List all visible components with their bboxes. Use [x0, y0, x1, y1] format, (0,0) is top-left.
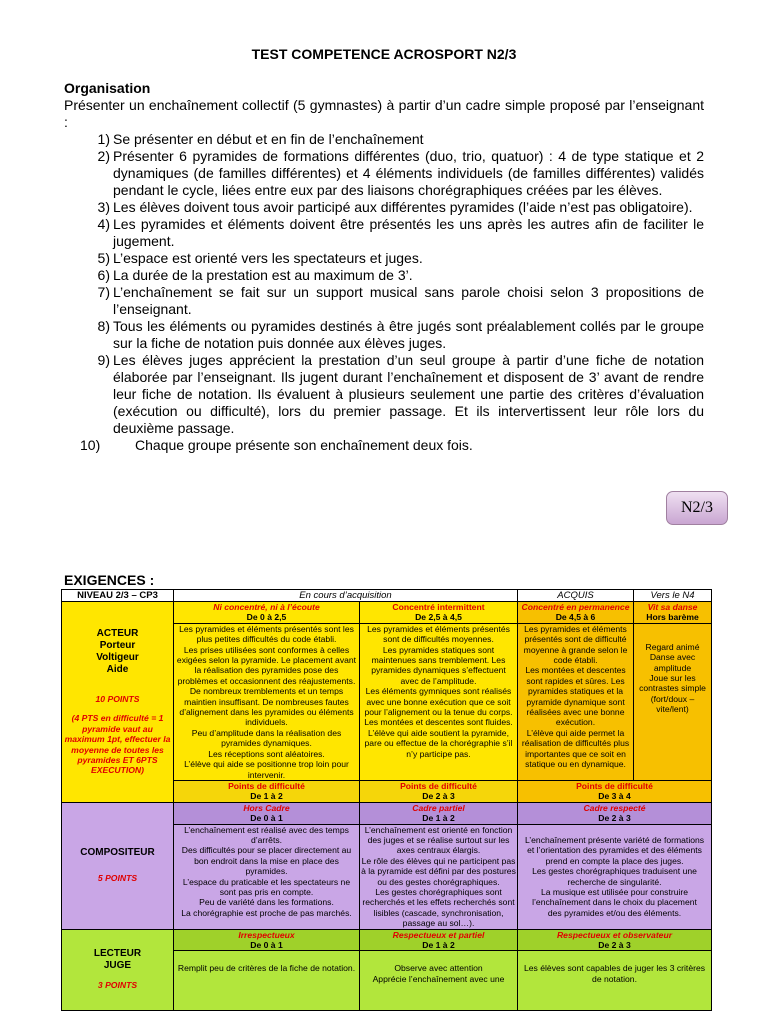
organisation-item-text: L’espace est orienté vers les spectateurs et juges.: [113, 250, 423, 266]
compositeur-level-1: Hors Cadre De 0 à 1: [174, 802, 360, 824]
organisation-item-number: 9): [97, 352, 110, 368]
organisation-item: [97, 131, 704, 148]
compositeur-level-3: Cadre respecté De 2 à 3: [518, 802, 712, 824]
organisation-item: [97, 267, 704, 284]
organisation-list: [80, 131, 704, 454]
organisation-item-number: 5): [97, 250, 110, 266]
organisation-item-text: Présenter 6 pyramides de formations différentes (duo, trio, quatuor) : 4 de type statique et 2 dynamiques (de familles différentes) et 4 éléments individuels (de familles différentes) validés pendant le cycle, liées entre eux par des liaisons chorégraphiques créées par les élèves.: [113, 148, 704, 198]
role-acteur-points: 10 POINTS: [95, 693, 140, 704]
role-acteur: [62, 602, 174, 803]
table-header-row: [62, 590, 712, 602]
role-acteur-name: ACTEUR Porteur Voltigeur Aide: [96, 627, 139, 675]
role-acteur-note: (4 PTS en difficulté = 1 pyramide vaut au maximum 1pt, effectuer la moyenne de toutes les pyramides ET 6PTS EXECUTION): [64, 713, 171, 776]
role-compositeur-name: COMPOSITEUR: [80, 847, 155, 859]
acteur-level-4: Vit sa danse Hors barème: [634, 602, 712, 624]
role-compositeur-points: 5 POINTS: [97, 873, 138, 884]
organisation-item: [97, 199, 704, 216]
organisation-item-text: Les élèves doivent tous avoir participé aux différentes pyramides (l’aide n’est pas obligatoire).: [113, 199, 693, 215]
organisation-item: [97, 284, 704, 318]
organisation-section: [64, 80, 704, 454]
organisation-item-number: 7): [97, 284, 110, 300]
organisation-item-number: 10): [80, 437, 101, 453]
compositeur-text-1: L’enchaînement est réalisé avec des temps d’arrêts. Des difficultés pour se placer directement au bon endroit dans la mise en place des pyramides. L’espace du praticable et les spectateurs ne sont pas pris en compte. Peu de variété dans les formations. La chorégraphie est proche de pas marchés.: [174, 824, 360, 929]
organisation-item: [97, 148, 704, 199]
acteur-difficulty-1: Points de difficulté De 1 à 2: [174, 780, 360, 802]
organisation-item-number: 1): [97, 131, 110, 147]
document-title: TEST COMPETENCE ACROSPORT N2/3: [251, 46, 517, 62]
acteur-level-3: Concentré en permanence De 4,5 à 6: [518, 602, 634, 624]
lecteur-level-3: Respectueux et observateur De 2 à 3: [518, 929, 712, 951]
header-acquis: ACQUIS: [518, 590, 634, 602]
acteur-text-1: Les pyramides et éléments présentés sont les plus petites difficultés du code établi. Les prises utilisées sont conformes à celles exigées selon la pyramide. Le placement avant la réalisation des pyramides pose des problèmes et occasionnent des réajustements. De nombreux tremblements et un temps maintien insuffisant. De nombreuses fautes d’alignement dans les pyramides ou éléments individuels. Peu d’amplitude dans la réalisation des pyramides dynamiques. Les réceptions sont aléatoires. L’élève qui aide se positionne trop loin pour intervenir.: [174, 623, 360, 780]
organisation-item-number: 2): [97, 148, 110, 164]
organisation-intro: Présenter un enchaînement collectif (5 gymnastes) à partir d’un cadre simple proposé par l’enseignant :: [64, 97, 704, 130]
organisation-item-text: Les élèves juges apprécient la prestation d’un seul groupe à partir d’une fiche de notation élaborée par l’enseignant. Ils jugent durant l’enchaînement et disposent de 3’ avant de rendre leur fiche de notation. Ils évaluent à plusieurs seulement une partie des critères d’évaluation (exécution ou difficulté), lors du premier passage. Et ils intervertissent leur rôle lors du deuxième passage.: [113, 352, 704, 436]
organisation-item-number: 3): [97, 199, 110, 215]
lecteur-text-1: Remplit peu de critères de la fiche de notation.: [174, 951, 360, 1011]
acteur-difficulty-3: Points de difficulté De 3 à 4: [518, 780, 712, 802]
compositeur-level-row: [62, 802, 712, 824]
organisation-item-number: 4): [97, 216, 110, 232]
level-badge: N2/3: [666, 491, 728, 525]
header-niveau: NIVEAU 2/3 – CP3: [62, 590, 174, 602]
organisation-item-number: 6): [97, 267, 110, 283]
organisation-item-text: La durée de la prestation est au maximum de 3’.: [113, 267, 413, 283]
lecteur-level-1: Irrespectueux De 0 à 1: [174, 929, 360, 951]
organisation-item-text: Se présenter en début et en fin de l’enchaînement: [113, 131, 424, 147]
role-lecteur: [62, 929, 174, 1011]
organisation-item-text: Les pyramides et éléments doivent être présentés les uns après les autres afin de faciliter le jugement.: [113, 216, 704, 249]
organisation-item-text: Tous les éléments ou pyramides destinés à être jugés sont préalablement collés par le groupe sur la fiche de notation puis donnée aux élèves juges.: [113, 318, 704, 351]
organisation-item: [97, 250, 704, 267]
acteur-level-row: [62, 602, 712, 624]
organisation-item-number: 8): [97, 318, 110, 334]
compositeur-text-2: L’enchaînement est orienté en fonction des juges et se réalise surtout sur les axes centraux élargis. Le rôle des élèves qui ne participent pas à la pyramide est défini par des postures ou des gestes chorégraphiques. Les gestes chorégraphiques sont recherchés et les effets recherchés sont lisibles (cascade, synchronisation, passage au sol…).: [361, 824, 516, 929]
exigences-table: [61, 589, 712, 1011]
compositeur-level-2: Cadre partiel De 1 à 2: [360, 802, 518, 824]
exigences-heading: EXIGENCES :: [64, 572, 155, 588]
acteur-level-2: Concentré intermittent De 2,5 à 4,5: [360, 602, 518, 624]
acteur-text-3: Les pyramides et éléments présentés sont de difficulté moyenne à grande selon le code établi. Les montées et descentes sont rapides et sûres. Les pyramides statiques et la pyramide dynamique sont réalisées avec une bonne exécution. L’élève qui aide permet la réalisation de difficultés plus importantes que ce soit en statique ou en dynamique.: [518, 623, 634, 780]
organisation-item: [97, 318, 704, 352]
lecteur-text-2: Observe avec attention Apprécie l’enchaînement avec une: [360, 951, 518, 1011]
header-vers-n4: Vers le N4: [634, 590, 712, 602]
acteur-level-1: Ni concentré, ni à l’écoute De 0 à 2,5: [174, 602, 360, 624]
organisation-item: [80, 437, 704, 454]
acteur-text-2: Les pyramides et éléments présentés sont de difficultés moyennes. Les pyramides statiques sont maintenues sans tremblement. Les pyramides dynamiques s’effectuent avec de l’amplitude. Les éléments gymniques sont réalisés avec une bonne exécution que ce soit pour l’alignement ou la tenue du corps. Les montées et descentes sont fluides. L’élève qui aide soutient la pyramide, pare ou effectue de la chorégraphie s’il n’y participe pas.: [360, 623, 518, 780]
organisation-item: [97, 216, 704, 250]
organisation-item-text: Chaque groupe présente son enchaînement deux fois.: [135, 437, 473, 453]
role-compositeur: [62, 802, 174, 929]
acteur-difficulty-2: Points de difficulté De 2 à 3: [360, 780, 518, 802]
lecteur-level-row: [62, 929, 712, 951]
role-lecteur-points: 3 POINTS: [97, 979, 138, 990]
organisation-heading: Organisation: [64, 80, 151, 96]
organisation-item-text: L’enchaînement se fait sur un support musical sans parole choisi selon 3 propositions de l’enseignant.: [113, 284, 704, 317]
compositeur-text-3: L’enchaînement présente variété de formations et l’orientation des pyramides et des éléments prend en compte la place des juges. Les gestes chorégraphiques traduisent une recherche de singularité. La musique est utilisée pour construire l’enchaînement dans le choix du placement des pyramides et/ou des éléments.: [518, 824, 712, 929]
role-lecteur-name: LECTEUR JUGE: [93, 947, 142, 971]
organisation-item: [97, 352, 704, 437]
header-en-cours: En cours d’acquisition: [174, 590, 518, 602]
lecteur-text-3: Les élèves sont capables de juger les 3 critères de notation.: [518, 951, 712, 1011]
lecteur-level-2: Respectueux et partiel De 1 à 2: [360, 929, 518, 951]
acteur-text-4: Regard animé Danse avec amplitude Joue sur les contrastes simple (fort/doux – vite/lent): [634, 623, 712, 780]
